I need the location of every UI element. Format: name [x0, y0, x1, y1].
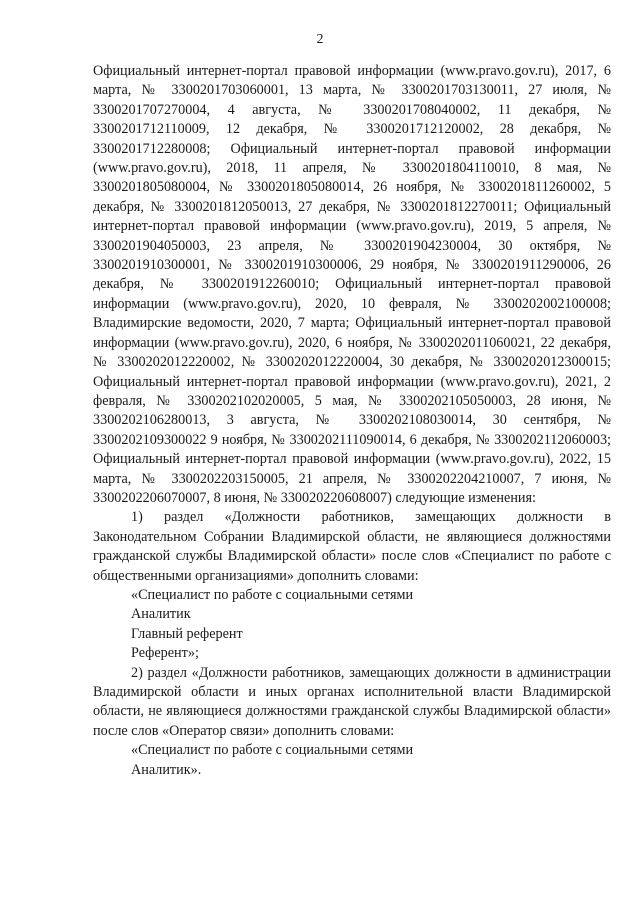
item-1-addition-line: «Специалист по работе с социальными сетями: [131, 586, 414, 603]
item-1-addition-line: Референт»;: [131, 645, 199, 662]
intro-paragraph: Официальный интернет-портал правовой информации (www.pravo.gov.ru), 2017, 6 марта, № 3300201703060001, 13 марта, № 3300201703130011, 27 июля, № 3300201707270004, 4 августа, № 3300201708040002, 11 декабря, № 3300201712110009, 12 декабря, № 3300201712120002, 28 декабря, № 3300201712280008; Официальный интернет-портал правовой информации (www.pravo.gov.ru), 2018, 11 апреля, № 3300201804110010, 8 мая, № 3300201805080004, № 3300201805080014, 26 ноября, № 3300201811260002, 5 декабря, № 3300201812050013, 27 декабря, № 3300201812270011; Официальный интернет-портал правовой информации (www.pravo.gov.ru), 2019, 5 апреля, № 3300201904050003, 23 апреля, № 3300201904230004, 30 октября, № 3300201910300001, № 3300201910300006, 29 ноября, № 3300201911290006, 26 декабря, № 3300201912260010; Официальный интернет-портал правовой информации (www.pravo.gov.ru), 2020, 10 февраля, № 3300202002100008; Владимирские ведомости, 2020, 7 марта; Официальный интернет-портал правовой информации (www.pravo.gov.ru), 2020, 6 ноября, № 3300202011060021, 22 декабря, № 3300202012220002, № 3300202012220004, 30 декабря, № 3300202012300015; Официальный интернет-портал правовой информации (www.pravo.gov.ru), 2021, 2 февраля, № 3300202102020005, 5 мая, № 3300202105050003, 28 июня, № 3300202106280013, 3 августа, № 3300202108030014, 30 сентября, № 3300202109300022 9 ноября, № 3300202111090014, 6 декабря, № 3300202112060003; Официальный интернет-портал правовой информации (www.pravo.gov.ru), 2022, 15 марта, № 3300202203150005, 21 апреля, № 3300202204210007, 7 июня, № 3300202206070007, 8 июня, № 330020220608007) следующие изменения:: [93, 63, 611, 506]
item-2-addition-line: «Специалист по работе с социальными сетями: [131, 742, 414, 759]
document-body: [93, 62, 611, 780]
item-2-addition-line: Аналитик».: [131, 761, 202, 778]
item-1-paragraph: 1) раздел «Должности работников, замещающих должности в Законодательном Собрании Владимирской области, не являющиеся должностями гражданской службы Владимирской области» после слов «Специалист по работе с общественными организациями» дополнить словами:: [93, 509, 611, 584]
item-2-paragraph: 2) раздел «Должности работников, замещающих должности в администрации Владимирской области и иных органах исполнительной власти Владимирской области, не являющиеся должностями гражданской службы Владимирской области» после слов «Оператор связи» дополнить словами:: [93, 664, 611, 739]
page-number: 2: [316, 32, 324, 47]
item-1-addition-line: Аналитик: [131, 606, 191, 623]
item-1-addition-line: Главный референт: [131, 625, 243, 642]
